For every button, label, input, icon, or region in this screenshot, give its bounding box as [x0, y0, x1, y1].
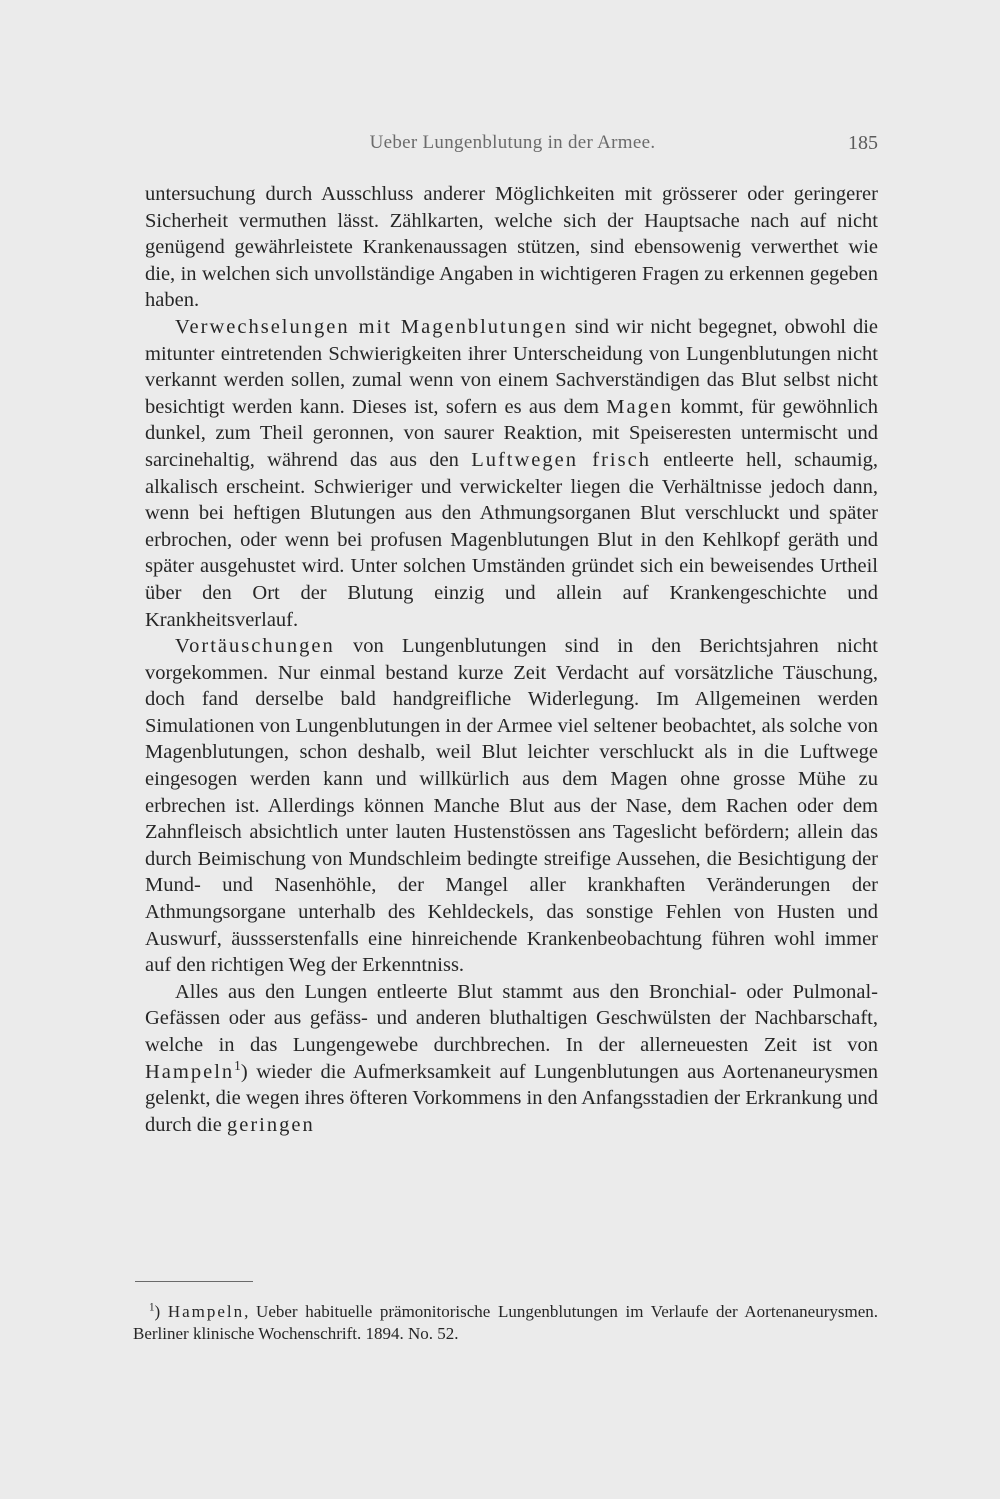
- paragraph-1-text: untersuchung durch Ausschluss anderer Möglichkeiten mit grösserer oder geringerer Sicherheit vermuthen lässt. Zählkarten, welche sich der Hauptsache nach auf nicht genügend gewährleistete Krankenaussagen stützen, sind ebensowenig verwerthet wie die, in welchen sich unvollständige Angaben in wichtigeren Fragen zu erkennen gegeben haben.: [145, 183, 878, 312]
- footnote-marker: 1: [149, 1301, 155, 1314]
- paragraph-2-lead: Verwechselungen mit Magenblutungen: [175, 315, 568, 338]
- paragraph-3: [145, 633, 878, 979]
- paragraph-4-emph-1: Hampeln: [145, 1060, 235, 1083]
- footnote: $^1$) Hampeln, Ueber habituelle prämonitorische Lungenblutungen im Verlaufe der Aortenaneurysmen. Berliner klinische Wochenschrift. 1894. No. 52.: [133, 1301, 878, 1343]
- paragraph-3-text: von Lungenblutungen sind in den Berichtsjahren nicht vorgekommen. Nur einmal bestand kurze Zeit Verdacht auf vorsätzliche Täuschung, doch fand derselbe bald handgreifliche Widerlegung. Im Allgemeinen werden Simulationen von Lungenblutungen in der Armee viel seltener beobachtet, als solche von Magenblutungen, schon deshalb, weil Blut leichter verschluckt als in die Luftwege eingesogen werden kann und willkürlich aus dem Magen ohne grosse Mühe zu erbrechen ist. Allerdings können Manche Blut aus der Nase, dem Rachen oder dem Zahnfleisch absichtlich unter lauten Hustenstössen ans Tageslicht befördern; allein das durch Beimischung von Mundschleim bedingte streifige Aussehen, die Besichtigung der Mund- und Nasenhöhle, der Mangel aller krankhaften Veränderungen der Athmungsorgane unterhalb des Kehldeckels, das sonstige Fehlen von Husten und Auswurf, äussserstenfalls eine hinreichende Krankenbeobachtung führen wohl immer auf den richtigen Weg der Erkenntniss.: [145, 635, 878, 977]
- page-number: 185: [848, 132, 878, 154]
- paragraph-4-emph-2: geringen: [226, 1113, 315, 1136]
- paragraph-4-text: Alles aus den Lungen entleerte Blut stammt aus den Bronchial- oder Pulmonal-Gefässen oder aus gefäss- und anderen bluthaltigen Geschwülsten der Nachbarschaft, welche in das Lungengewebe durchbrechen. In der allerneuesten Zeit ist von: [145, 980, 878, 1056]
- page-header: [145, 132, 880, 162]
- paragraph-3-lead: Vortäuschungen: [175, 635, 335, 658]
- paragraph-2-text: sind wir nicht begegnet, obwohl die mitunter eintretenden Schwierigkeiten ihrer Unterscheidung von Lungenblutungen nicht verkannt werden sollen, zumal wenn von einem Sachverständigen das Blut selbst nicht besichtigt werden kann. Dieses ist, sofern es aus dem: [145, 315, 878, 418]
- footnote-reference[interactable]: 1: [234, 1057, 241, 1073]
- footnote-text: , Ueber habituelle prämonitorische Lungenblutungen im Verlaufe der Aortenaneurysmen. Berliner klinische Wochenschrift. 1894. No. 52.: [133, 1302, 878, 1343]
- paragraph-2-text-2: kommt, für gewöhnlich dunkel, zum Theil geronnen, von saurer Reaktion, mit Speiseresten untermischt und sarcinehaltig, während das aus den: [145, 395, 878, 471]
- paragraph-2-text-3: entleerte hell, schaumig, alkalisch erscheint. Schwieriger und verwickelter liegen die Verhältnisse jedoch dann, wenn bei heftigen Blutungen aus den Athmungsorganen Blut verschluckt und später erbrochen, oder wenn bei profusen Magenblutungen Blut in den Kehlkopf geräth und später ausgehustet wird. Unter solchen Umständen gründet sich ein beweisendes Urtheil über den Ort der Blutung einzig und allein auf Krankengeschichte und Krankheitsverlauf.: [145, 448, 878, 631]
- paragraph-1: [145, 181, 878, 314]
- paragraph-4: [145, 979, 878, 1139]
- paragraph-2-emph-2: Luftwegen frisch: [471, 448, 651, 471]
- footnote-author: Hampeln: [167, 1302, 245, 1321]
- running-title: Ueber Lungenblutung in der Armee.: [369, 132, 656, 153]
- paragraph-4-text-2: ) wieder die Aufmerksamkeit auf Lungenblutungen aus Aortenaneurysmen gelenkt, die wegen ihres öfteren Vorkommens in den Anfangsstadien der Erkrankung und durch die: [145, 1060, 878, 1136]
- paragraph-2-emph-1: Magen: [606, 395, 674, 418]
- footnote-divider: [135, 1281, 253, 1282]
- body-text: [145, 181, 878, 1138]
- paragraph-2: [145, 314, 878, 633]
